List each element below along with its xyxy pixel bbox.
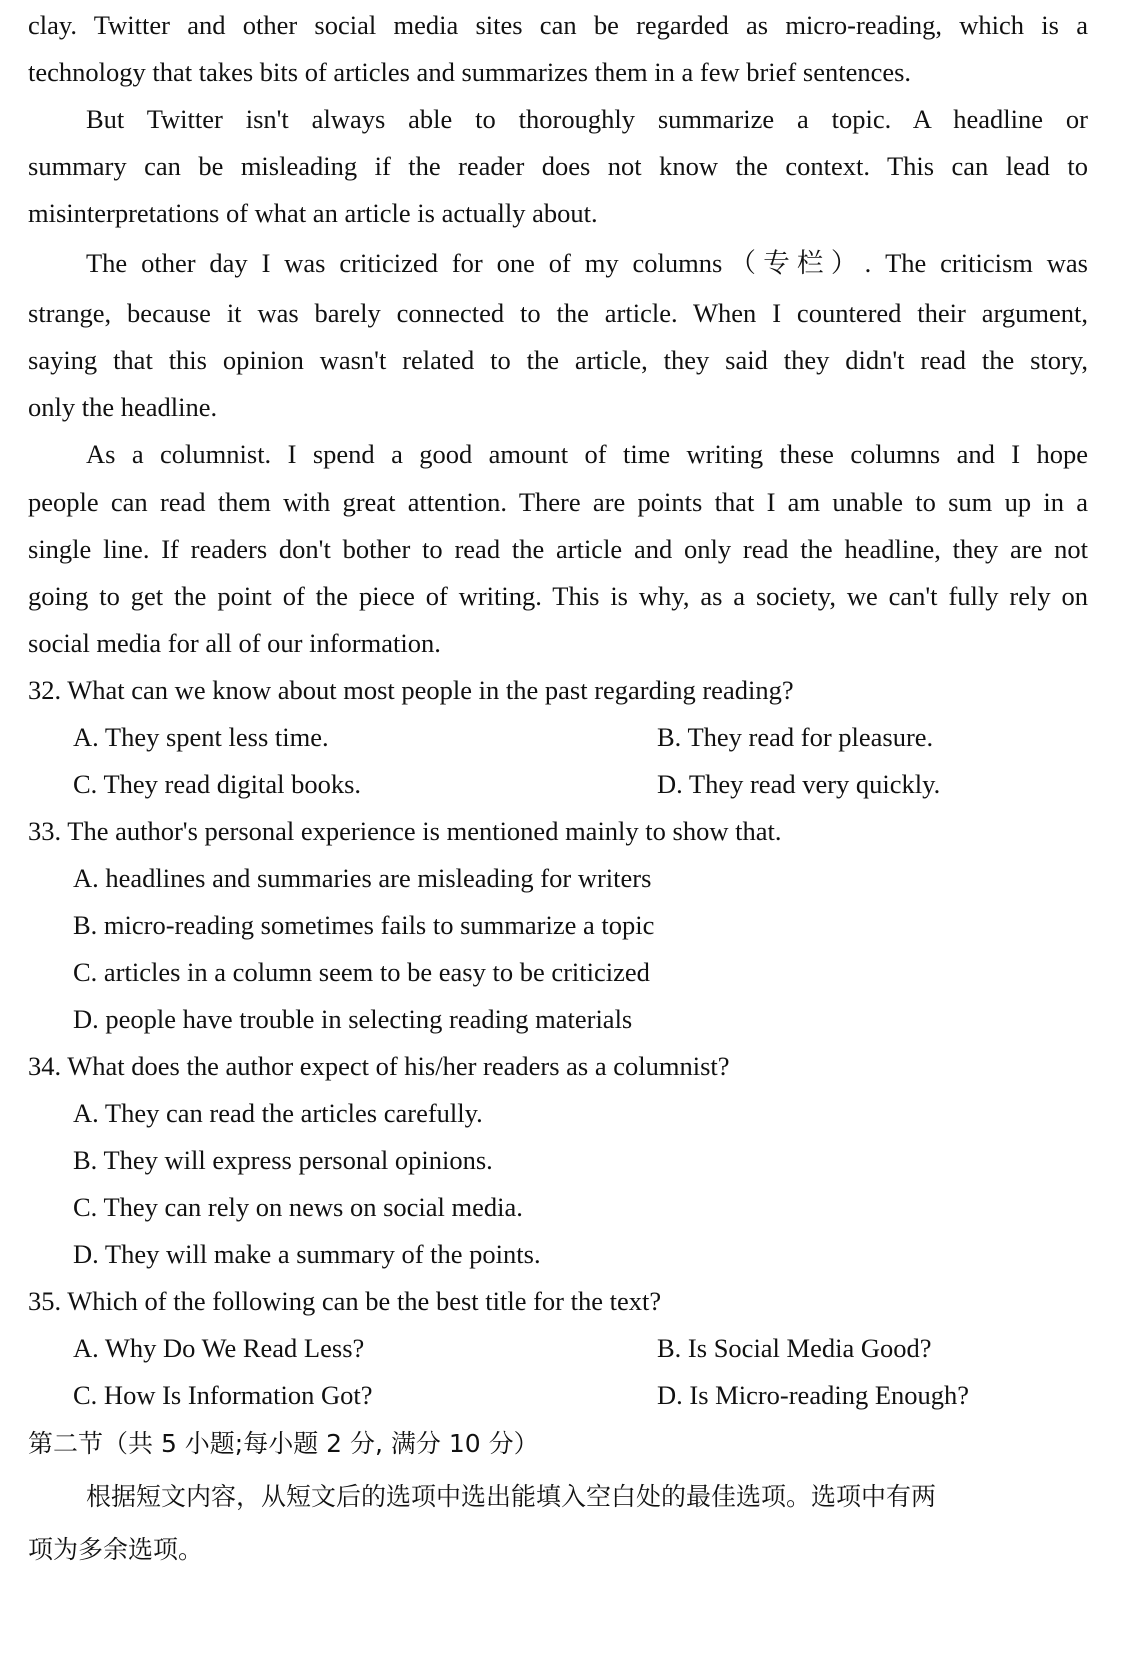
question-stem: 34. What does the author expect of his/her readers as a columnist? <box>28 1051 730 1081</box>
option-d: D. They read very quickly. <box>657 769 941 799</box>
option-d: D. They will make a summary of the points. <box>73 1239 541 1269</box>
passage-line: But Twitter isn't always able to thoroughly summarize a topic. A headline or <box>86 104 1088 134</box>
passage-line: strange, because it was barely connected to the article. When I countered their argument, <box>28 298 1088 328</box>
passage-line: going to get the point of the piece of writing. This is why, as a society, we can't fully rely on <box>28 581 1088 611</box>
passage-line: single line. If readers don't bother to read the article and only read the headline, they are not <box>28 534 1088 564</box>
passage-line: social media for all of our information. <box>28 628 441 658</box>
section-instructions: 根据短文内容，从短文后的选项中选出能填入空白处的最佳选项。选项中有两 <box>86 1482 937 1511</box>
option-c: C. They read digital books. <box>73 769 362 799</box>
passage-line: saying that this opinion wasn't related to the article, they said they didn't read the story, <box>28 345 1088 375</box>
option-b: B. They read for pleasure. <box>657 722 934 752</box>
passage-line: clay. Twitter and other social media sites can be regarded as micro-reading, which is a <box>28 10 1088 40</box>
question-stem: 33. The author's personal experience is mentioned mainly to show that. <box>28 816 782 846</box>
option-b: B. Is Social Media Good? <box>657 1333 932 1363</box>
passage-line: As a columnist. I spend a good amount of time writing these columns and I hope <box>86 439 1088 469</box>
passage-line: only the headline. <box>28 392 218 422</box>
option-a: A. headlines and summaries are misleading for writers <box>73 863 652 893</box>
question-stem: 35. Which of the following can be the best title for the text? <box>28 1286 662 1316</box>
option-b: B. They will express personal opinions. <box>73 1145 493 1175</box>
option-d: D. Is Micro-reading Enough? <box>657 1380 970 1410</box>
option-c: C. articles in a column seem to be easy to be criticized <box>73 957 650 987</box>
passage-line: people can read them with great attention. There are points that I am unable to sum up in a <box>28 487 1088 517</box>
passage-line: misinterpretations of what an article is actually about. <box>28 198 598 228</box>
option-a: A. They can read the articles carefully. <box>73 1098 483 1128</box>
option-c: C. They can rely on news on social media. <box>73 1192 523 1222</box>
passage-line: The other day I was criticized for one of my columns（专栏）. The criticism was <box>86 248 1088 278</box>
section-heading: 第二节（共 5 小题;每小题 2 分, 满分 10 分） <box>28 1429 539 1458</box>
option-a: A. Why Do We Read Less? <box>73 1333 365 1363</box>
option-b: B. micro-reading sometimes fails to summarize a topic <box>73 910 655 940</box>
passage-line: technology that takes bits of articles and summarizes them in a few brief sentences. <box>28 57 912 87</box>
question-stem: 32. What can we know about most people in the past regarding reading? <box>28 675 794 705</box>
section-instructions: 项为多余选项。 <box>28 1535 204 1564</box>
option-c: C. How Is Information Got? <box>73 1380 373 1410</box>
passage-line: summary can be misleading if the reader does not know the context. This can lead to <box>28 151 1088 181</box>
option-d: D. people have trouble in selecting reading materials <box>73 1004 633 1034</box>
option-a: A. They spent less time. <box>73 722 329 752</box>
